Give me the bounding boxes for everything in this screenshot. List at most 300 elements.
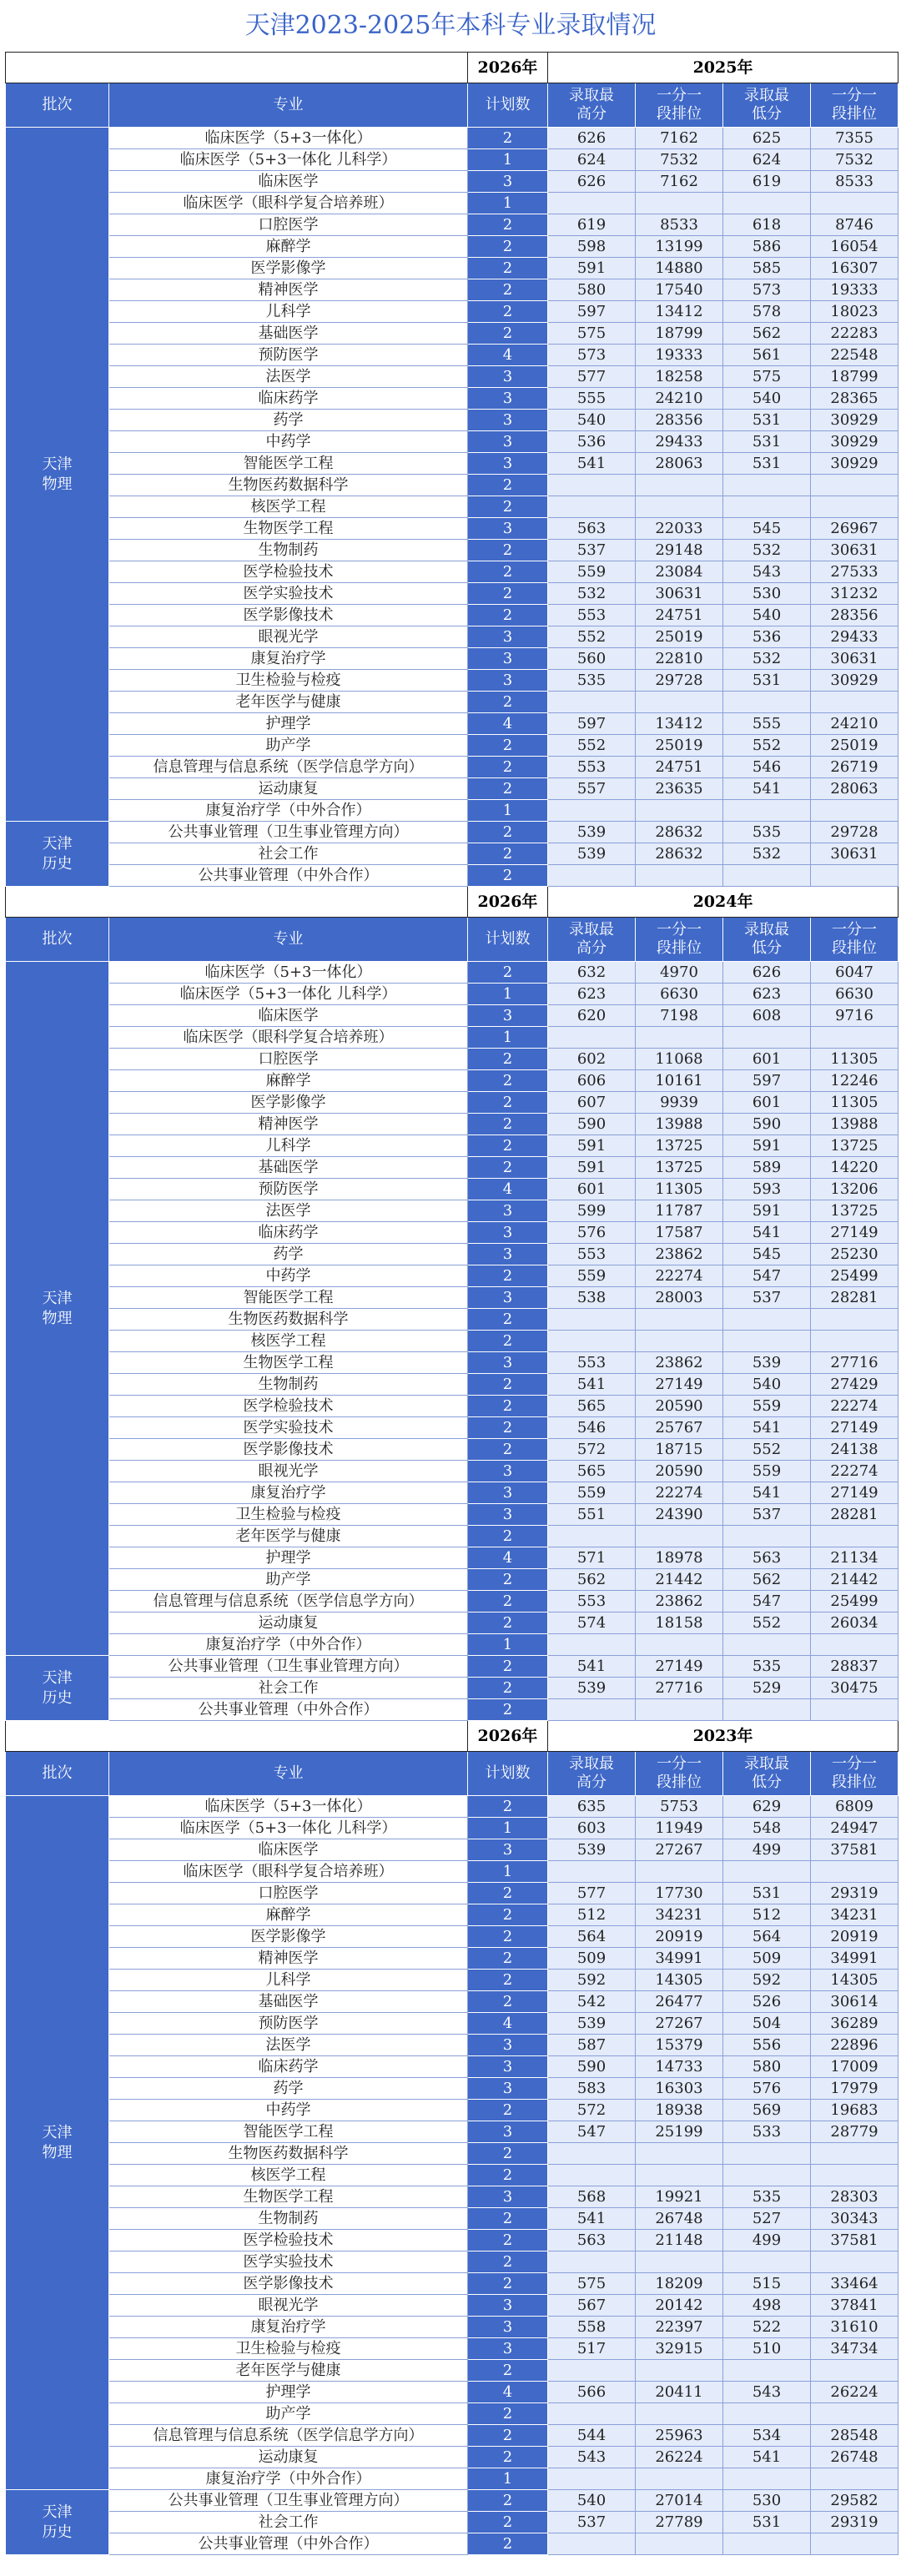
min-rank: 7532 — [811, 149, 898, 171]
min-score: 601 — [723, 1092, 811, 1114]
min-score — [723, 1699, 811, 1721]
plan-count: 2 — [468, 2490, 548, 2512]
min-score: 555 — [723, 713, 811, 735]
table-row — [6, 1157, 898, 1179]
table-row — [6, 1591, 898, 1613]
major-name: 药学 — [109, 2078, 468, 2100]
min-rank: 11305 — [811, 1049, 898, 1070]
min-rank: 14305 — [811, 1970, 898, 1991]
max-score — [548, 1861, 636, 1883]
year-row — [6, 53, 898, 83]
min-score: 576 — [723, 2078, 811, 2100]
max-rank — [636, 1331, 723, 1352]
major-name: 康复治疗学 — [109, 2317, 468, 2338]
table-row — [6, 301, 898, 323]
table-row — [6, 713, 898, 735]
table-row — [6, 2512, 898, 2533]
plan-count: 2 — [468, 1591, 548, 1613]
max-rank: 27149 — [636, 1656, 723, 1678]
max-score: 563 — [548, 2230, 636, 2251]
plan-count: 2 — [468, 605, 548, 626]
max-rank: 17587 — [636, 1222, 723, 1244]
year-row-blank-cell — [6, 887, 468, 918]
max-rank — [636, 475, 723, 496]
header-plan: 计划数 — [468, 1752, 548, 1796]
table-row — [6, 453, 898, 475]
plan-count: 2 — [468, 2251, 548, 2273]
max-score: 632 — [548, 962, 636, 984]
major-name: 智能医学工程 — [109, 453, 468, 475]
min-score — [723, 2360, 811, 2382]
table-row — [6, 1796, 898, 1818]
major-name: 医学影像学 — [109, 258, 468, 279]
max-score — [548, 2533, 636, 2555]
max-rank: 17730 — [636, 1883, 723, 1904]
max-score: 539 — [548, 2013, 636, 2035]
max-rank: 14880 — [636, 258, 723, 279]
max-rank — [636, 865, 723, 887]
min-score — [723, 2533, 811, 2555]
plan-count: 2 — [468, 279, 548, 301]
plan-count: 2 — [468, 1135, 548, 1157]
table-row — [6, 1070, 898, 1092]
table-row — [6, 1244, 898, 1265]
min-score — [723, 2143, 811, 2165]
plan-count: 4 — [468, 2013, 548, 2035]
table-row — [6, 1092, 898, 1114]
table-row — [6, 2121, 898, 2143]
header-major: 专业 — [109, 918, 468, 962]
max-score: 603 — [548, 1818, 636, 1839]
table-row — [6, 2490, 898, 2512]
plan-count: 3 — [468, 626, 548, 648]
major-name: 精神医学 — [109, 1114, 468, 1135]
table-row — [6, 626, 898, 648]
major-name: 卫生检验与检疫 — [109, 1504, 468, 1526]
max-score: 572 — [548, 1439, 636, 1461]
max-rank: 29148 — [636, 540, 723, 561]
max-rank: 15379 — [636, 2035, 723, 2056]
max-score: 567 — [548, 2295, 636, 2317]
min-score: 547 — [723, 1591, 811, 1613]
min-score: 618 — [723, 214, 811, 236]
major-name: 医学检验技术 — [109, 561, 468, 583]
major-name: 护理学 — [109, 1547, 468, 1569]
plan-count: 2 — [468, 301, 548, 323]
min-rank: 27149 — [811, 1417, 898, 1439]
major-name: 中药学 — [109, 1265, 468, 1287]
plan-count: 2 — [468, 2230, 548, 2251]
max-score: 624 — [548, 149, 636, 171]
max-score: 539 — [548, 822, 636, 843]
min-rank: 37581 — [811, 2230, 898, 2251]
plan-year-label: 2026年 — [468, 53, 548, 83]
min-rank: 29319 — [811, 1883, 898, 1904]
max-score — [548, 2403, 636, 2425]
max-rank: 28063 — [636, 453, 723, 475]
table-row — [6, 800, 898, 822]
max-score — [548, 865, 636, 887]
plan-count: 2 — [468, 2273, 548, 2295]
max-score: 626 — [548, 171, 636, 193]
max-score: 566 — [548, 2382, 636, 2403]
min-rank — [811, 2165, 898, 2186]
major-name: 智能医学工程 — [109, 2121, 468, 2143]
header-major: 专业 — [109, 83, 468, 128]
min-rank — [811, 2251, 898, 2273]
min-rank: 27149 — [811, 1482, 898, 1504]
plan-count: 2 — [468, 1678, 548, 1699]
min-rank: 26224 — [811, 2382, 898, 2403]
major-name: 药学 — [109, 1244, 468, 1265]
major-name: 基础医学 — [109, 1991, 468, 2013]
table-row — [6, 962, 898, 984]
min-score: 592 — [723, 1970, 811, 1991]
table-row — [6, 2186, 898, 2208]
major-name: 公共事业管理（中外合作） — [109, 865, 468, 887]
max-rank: 29433 — [636, 431, 723, 453]
table-row — [6, 561, 898, 583]
year-row — [6, 887, 898, 918]
major-name: 公共事业管理（中外合作） — [109, 2533, 468, 2555]
min-score: 530 — [723, 2490, 811, 2512]
max-rank: 23862 — [636, 1244, 723, 1265]
max-rank — [636, 800, 723, 822]
batch-physics: 天津 物理 — [6, 962, 109, 1656]
table-row — [6, 865, 898, 887]
min-rank — [811, 865, 898, 887]
max-score: 583 — [548, 2078, 636, 2100]
max-score: 597 — [548, 301, 636, 323]
plan-count: 2 — [468, 1796, 548, 1818]
table-row — [6, 1818, 898, 1839]
min-rank: 31610 — [811, 2317, 898, 2338]
min-score: 536 — [723, 626, 811, 648]
plan-count: 3 — [468, 388, 548, 410]
plan-count: 1 — [468, 193, 548, 214]
table-row — [6, 778, 898, 800]
max-rank: 11305 — [636, 1179, 723, 1200]
table-row — [6, 2360, 898, 2382]
table-row — [6, 2013, 898, 2035]
max-rank: 5753 — [636, 1796, 723, 1818]
major-name: 助产学 — [109, 1569, 468, 1591]
major-name: 临床医学（5+3一体化） — [109, 1796, 468, 1818]
table-row — [6, 757, 898, 778]
min-score: 552 — [723, 735, 811, 757]
column-header-row — [6, 83, 898, 128]
min-rank: 28303 — [811, 2186, 898, 2208]
plan-count: 3 — [468, 648, 548, 670]
max-rank: 24210 — [636, 388, 723, 410]
table-row — [6, 692, 898, 713]
table-row — [6, 2382, 898, 2403]
plan-count: 1 — [468, 800, 548, 822]
table-row — [6, 2468, 898, 2490]
section-year-label: 2023年 — [548, 1721, 898, 1752]
min-score: 545 — [723, 518, 811, 540]
plan-count: 2 — [468, 1396, 548, 1417]
min-score: 510 — [723, 2338, 811, 2360]
major-name: 中药学 — [109, 431, 468, 453]
table-row — [6, 1861, 898, 1883]
plan-count: 2 — [468, 2403, 548, 2425]
plan-count: 2 — [468, 1331, 548, 1352]
header-batch: 批次 — [6, 1752, 109, 1796]
min-rank — [811, 2468, 898, 2490]
table-row — [6, 2035, 898, 2056]
plan-count: 3 — [468, 1287, 548, 1309]
min-rank: 25230 — [811, 1244, 898, 1265]
min-rank: 21134 — [811, 1547, 898, 1569]
min-score — [723, 1309, 811, 1331]
max-score — [548, 692, 636, 713]
header-min-score: 录取最 低分 — [723, 1752, 811, 1796]
table-row — [6, 2165, 898, 2186]
max-score — [548, 2251, 636, 2273]
plan-count: 3 — [468, 2056, 548, 2078]
column-header-row — [6, 1752, 898, 1796]
max-rank: 28632 — [636, 822, 723, 843]
plan-count: 2 — [468, 822, 548, 843]
min-score — [723, 496, 811, 518]
major-name: 精神医学 — [109, 1948, 468, 1970]
plan-count: 4 — [468, 2382, 548, 2403]
plan-count: 2 — [468, 1049, 548, 1070]
max-score — [548, 2468, 636, 2490]
major-name: 运动康复 — [109, 2447, 468, 2468]
min-rank: 37841 — [811, 2295, 898, 2317]
min-rank: 33464 — [811, 2273, 898, 2295]
min-rank: 18023 — [811, 301, 898, 323]
max-rank: 20590 — [636, 1396, 723, 1417]
min-score — [723, 2403, 811, 2425]
major-name: 医学影像学 — [109, 1926, 468, 1948]
major-name: 法医学 — [109, 2035, 468, 2056]
max-rank: 6630 — [636, 984, 723, 1005]
min-score: 535 — [723, 2186, 811, 2208]
major-name: 社会工作 — [109, 2512, 468, 2533]
min-score: 578 — [723, 301, 811, 323]
plan-count: 2 — [468, 692, 548, 713]
header-min-score: 录取最 低分 — [723, 83, 811, 128]
min-rank: 26967 — [811, 518, 898, 540]
min-rank: 30929 — [811, 431, 898, 453]
max-score: 546 — [548, 1417, 636, 1439]
min-score: 539 — [723, 1352, 811, 1374]
plan-count: 2 — [468, 2425, 548, 2447]
min-rank: 6809 — [811, 1796, 898, 1818]
min-score: 540 — [723, 1374, 811, 1396]
max-score: 626 — [548, 128, 636, 149]
min-rank: 28281 — [811, 1504, 898, 1526]
min-rank: 30929 — [811, 670, 898, 692]
min-rank: 13988 — [811, 1114, 898, 1135]
max-rank: 24751 — [636, 605, 723, 626]
table-row — [6, 648, 898, 670]
table-row — [6, 1482, 898, 1504]
table-row — [6, 822, 898, 843]
max-score: 544 — [548, 2425, 636, 2447]
min-rank: 34991 — [811, 1948, 898, 1970]
max-score — [548, 1634, 636, 1656]
max-rank: 22397 — [636, 2317, 723, 2338]
major-name: 核医学工程 — [109, 1331, 468, 1352]
max-score: 509 — [548, 1948, 636, 1970]
max-rank: 11949 — [636, 1818, 723, 1839]
plan-count: 2 — [468, 540, 548, 561]
table-row — [6, 1678, 898, 1699]
min-rank: 27716 — [811, 1352, 898, 1374]
major-name: 医学实验技术 — [109, 2251, 468, 2273]
min-rank: 21442 — [811, 1569, 898, 1591]
min-rank — [811, 1331, 898, 1352]
major-name: 运动康复 — [109, 778, 468, 800]
max-score: 538 — [548, 1287, 636, 1309]
table-row — [6, 1114, 898, 1135]
max-score: 539 — [548, 843, 636, 865]
plan-count: 2 — [468, 2100, 548, 2121]
table-row — [6, 2056, 898, 2078]
table-row — [6, 1991, 898, 2013]
max-score: 623 — [548, 984, 636, 1005]
major-name: 医学影像技术 — [109, 605, 468, 626]
table-row — [6, 1005, 898, 1027]
major-name: 临床医学（眼科学复合培养班） — [109, 1027, 468, 1049]
max-rank: 32915 — [636, 2338, 723, 2360]
min-rank: 17979 — [811, 2078, 898, 2100]
min-score: 531 — [723, 410, 811, 431]
table-row — [6, 2143, 898, 2165]
min-score: 559 — [723, 1461, 811, 1482]
plan-year-label: 2026年 — [468, 1721, 548, 1752]
max-rank: 26477 — [636, 1991, 723, 2013]
table-row — [6, 1287, 898, 1309]
max-score: 590 — [548, 1114, 636, 1135]
major-name: 生物制药 — [109, 540, 468, 561]
max-score: 539 — [548, 1678, 636, 1699]
min-rank — [811, 1309, 898, 1331]
min-rank: 29582 — [811, 2490, 898, 2512]
plan-count: 2 — [468, 2512, 548, 2533]
min-score: 522 — [723, 2317, 811, 2338]
max-score: 537 — [548, 2512, 636, 2533]
major-name: 康复治疗学（中外合作） — [109, 2468, 468, 2490]
table-row — [6, 540, 898, 561]
max-rank: 19921 — [636, 2186, 723, 2208]
min-score: 561 — [723, 345, 811, 366]
min-rank: 12246 — [811, 1070, 898, 1092]
major-name: 核医学工程 — [109, 496, 468, 518]
major-name: 临床医学（5+3一体化 儿科学） — [109, 1818, 468, 1839]
min-score: 552 — [723, 1439, 811, 1461]
max-score — [548, 2165, 636, 2186]
table-row — [6, 279, 898, 301]
major-name: 老年医学与健康 — [109, 692, 468, 713]
plan-count: 2 — [468, 1699, 548, 1721]
major-name: 医学影像技术 — [109, 2273, 468, 2295]
min-score: 541 — [723, 2447, 811, 2468]
max-score: 574 — [548, 1613, 636, 1634]
header-max-rank: 一分一 段排位 — [636, 83, 723, 128]
max-score: 532 — [548, 583, 636, 605]
table-row — [6, 1547, 898, 1569]
major-name: 预防医学 — [109, 345, 468, 366]
max-rank: 18978 — [636, 1547, 723, 1569]
max-rank: 18799 — [636, 323, 723, 345]
table-row — [6, 2403, 898, 2425]
min-score: 540 — [723, 388, 811, 410]
major-name: 公共事业管理（卫生事业管理方向） — [109, 2490, 468, 2512]
max-rank: 18938 — [636, 2100, 723, 2121]
plan-count: 3 — [468, 171, 548, 193]
max-rank: 20142 — [636, 2295, 723, 2317]
min-score: 498 — [723, 2295, 811, 2317]
table-body — [6, 53, 898, 2555]
max-rank: 28356 — [636, 410, 723, 431]
table-row — [6, 1265, 898, 1287]
plan-count: 2 — [468, 1656, 548, 1678]
min-rank: 30614 — [811, 1991, 898, 2013]
min-score: 531 — [723, 431, 811, 453]
min-score: 534 — [723, 2425, 811, 2447]
major-name: 康复治疗学 — [109, 648, 468, 670]
max-score: 564 — [548, 1926, 636, 1948]
max-rank: 14733 — [636, 2056, 723, 2078]
max-rank: 18715 — [636, 1439, 723, 1461]
max-score — [548, 496, 636, 518]
plan-count: 3 — [468, 2338, 548, 2360]
min-score: 531 — [723, 2512, 811, 2533]
max-rank: 8533 — [636, 214, 723, 236]
min-score: 541 — [723, 1222, 811, 1244]
plan-count: 2 — [468, 2208, 548, 2230]
major-name: 麻醉学 — [109, 236, 468, 258]
table-row — [6, 149, 898, 171]
major-name: 临床医学（5+3一体化） — [109, 962, 468, 984]
table-row — [6, 1309, 898, 1331]
max-score: 635 — [548, 1796, 636, 1818]
min-score: 563 — [723, 1547, 811, 1569]
max-score — [548, 1699, 636, 1721]
min-score — [723, 2165, 811, 2186]
max-score: 535 — [548, 670, 636, 692]
max-score: 517 — [548, 2338, 636, 2360]
max-score: 553 — [548, 1591, 636, 1613]
plan-count: 2 — [468, 1070, 548, 1092]
min-score: 541 — [723, 778, 811, 800]
table-row — [6, 2100, 898, 2121]
min-rank: 20919 — [811, 1926, 898, 1948]
plan-count: 2 — [468, 258, 548, 279]
major-name: 公共事业管理（卫生事业管理方向） — [109, 1656, 468, 1678]
plan-count: 3 — [468, 1222, 548, 1244]
min-rank: 34231 — [811, 1904, 898, 1926]
table-row — [6, 1331, 898, 1352]
min-rank: 27149 — [811, 1222, 898, 1244]
min-rank: 19333 — [811, 279, 898, 301]
max-score: 512 — [548, 1904, 636, 1926]
min-score: 545 — [723, 1244, 811, 1265]
plan-count: 2 — [468, 1417, 548, 1439]
major-name: 临床医学 — [109, 171, 468, 193]
plan-count: 2 — [468, 128, 548, 149]
table-row — [6, 1883, 898, 1904]
major-name: 护理学 — [109, 713, 468, 735]
min-rank: 28548 — [811, 2425, 898, 2447]
table-row — [6, 2425, 898, 2447]
min-rank: 30631 — [811, 540, 898, 561]
